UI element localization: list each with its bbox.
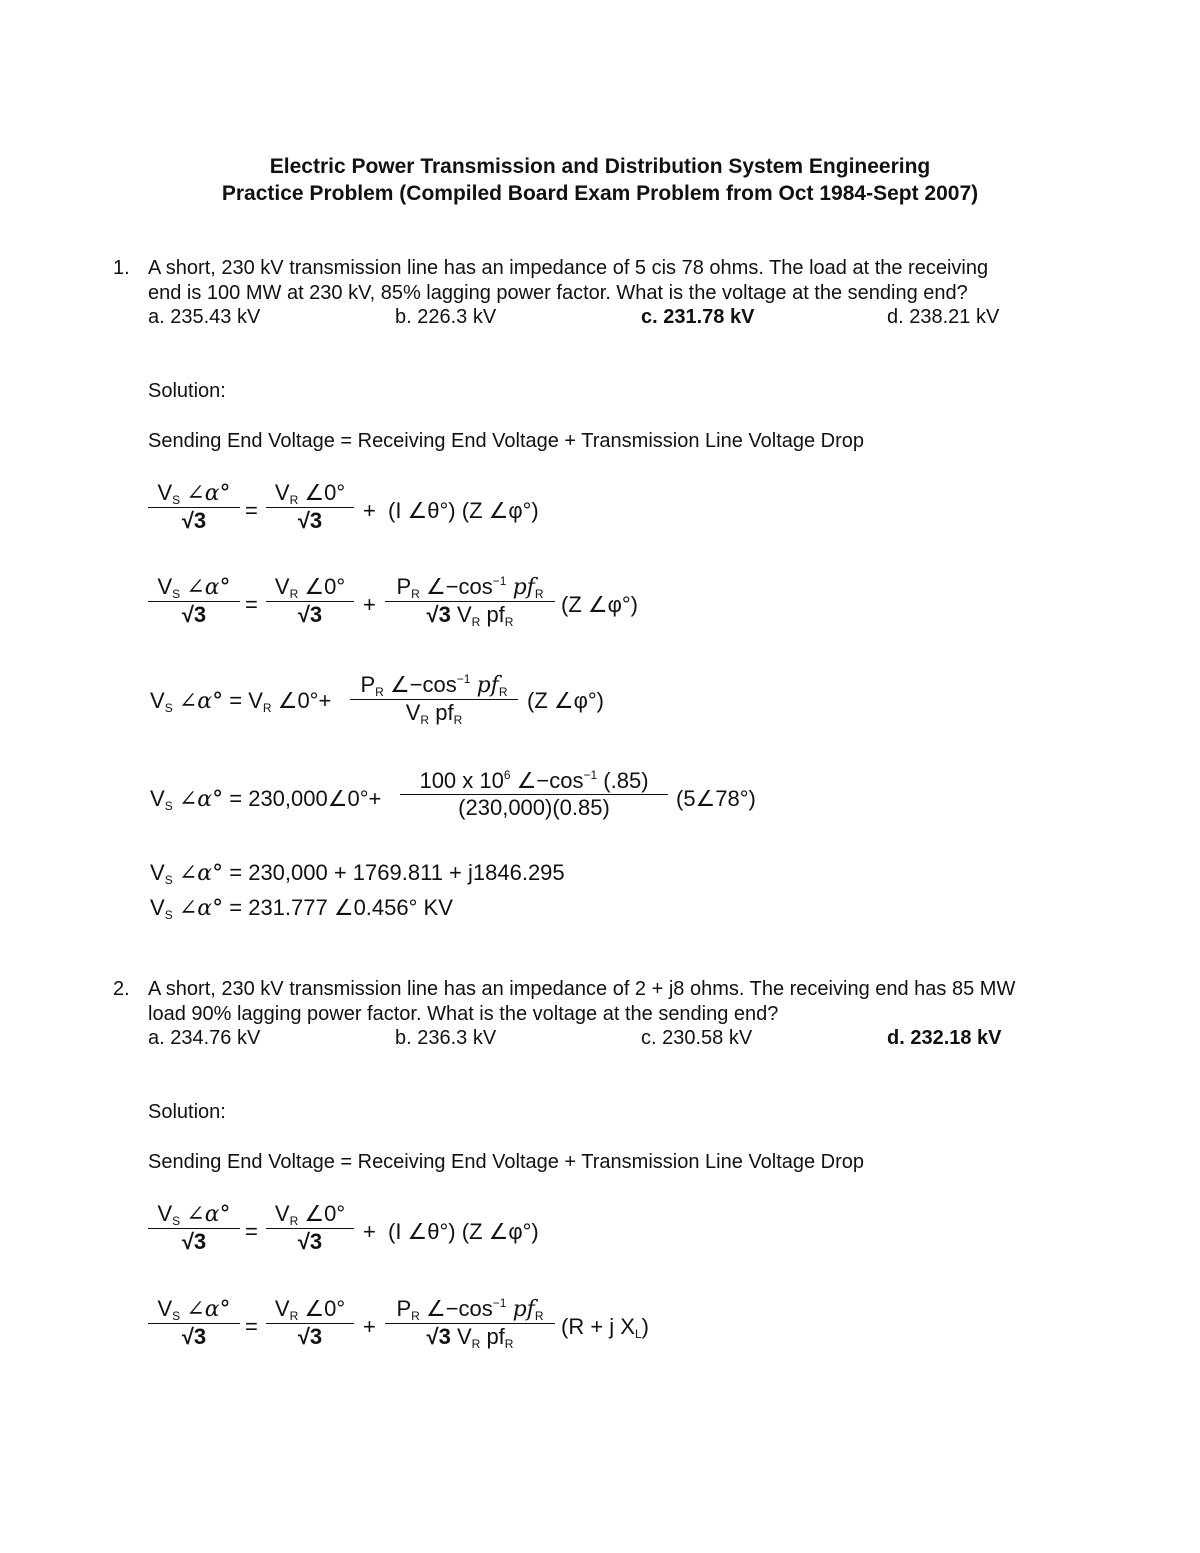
problem-1-solution-label: Solution: <box>148 380 226 402</box>
problem-2-text-line-2: load 90% lagging power factor. What is the voltage at the sending end? <box>148 1003 779 1025</box>
problem-2-choice-a: a. 234.76 kV <box>148 1027 261 1049</box>
problem-1-choice-a: a. 235.43 kV <box>148 306 261 328</box>
problem-2-text-line-1: A short, 230 kV transmission line has an impedance of 2 + j8 ohms. The receiving end has 85 MW <box>148 978 1016 1000</box>
problem-1-choice-c-answer: c. 231.78 kV <box>641 306 755 328</box>
document-title: Electric Power Transmission and Distribution System Engineering <box>269 155 931 178</box>
p1-eq5: $V_S$ ∠α° = 230,000 + 1769.811 + j1846.295 <box>150 860 565 887</box>
problem-2-statement: Sending End Voltage = Receiving End Voltage + Transmission Line Voltage Drop <box>148 1151 865 1173</box>
problem-1-number: 1. <box>113 257 130 279</box>
problem-2-solution-label: Solution: <box>148 1101 226 1123</box>
problem-1-text-line-1: A short, 230 kV transmission line has an impedance of 5 cis 78 ohms. The load at the receiving <box>148 257 989 279</box>
problem-2-choice-d-answer: d. 232.18 kV <box>887 1027 1002 1049</box>
problem-2-choice-c: c. 230.58 kV <box>641 1027 753 1049</box>
problem-1-choice-b: b. 226.3 kV <box>395 306 497 328</box>
problem-2-number: 2. <box>113 978 130 1000</box>
problem-1-text-line-2: end is 100 MW at 230 kV, 85% lagging power factor. What is the voltage at the sending end? <box>148 282 968 304</box>
problem-1-statement: Sending End Voltage = Receiving End Voltage + Transmission Line Voltage Drop <box>148 430 865 452</box>
document-subtitle: Practice Problem (Compiled Board Exam Problem from Oct 1984-Sept 2007) <box>221 182 979 205</box>
problem-2-choice-b: b. 236.3 kV <box>395 1027 497 1049</box>
problem-1-choice-d: d. 238.21 kV <box>887 306 1000 328</box>
p1-eq6: $V_S$ ∠α° = 231.777 ∠0.456° KV <box>150 895 453 922</box>
